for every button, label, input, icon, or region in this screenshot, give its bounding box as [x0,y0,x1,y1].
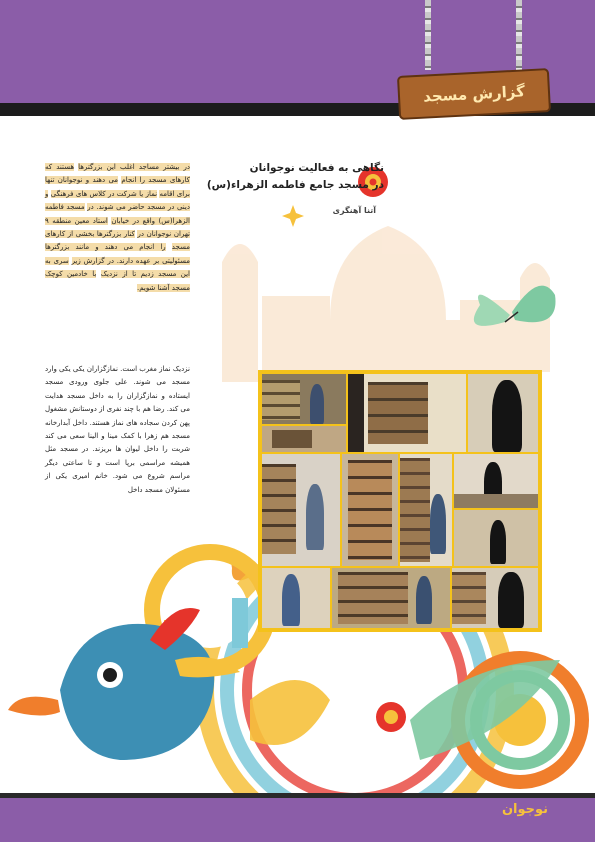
intro-line: مسئولیتی بر عهده دارند. در گزارش زیر [71,256,190,265]
photo-bookshelf-girl [262,374,346,424]
intro-paragraph [45,161,190,295]
body-line: نزدیک نماز مغرب است. نمازگزاران [86,365,190,373]
article-author: آتنا آهنگری [332,206,376,215]
photo-collage [258,370,542,632]
intro-line: مسجد فاطمه الزهرا(س) واقع در خیابان [45,203,190,225]
body-line: جلوی ورودی مسجد ایستاده و نمازگزاران [45,378,190,400]
intro-line: هستند که کارهای مسجد را انجام [45,163,190,185]
body-line: دیگر مراسم شروع می شود. خانم [45,458,190,481]
section-title: گزارش مسجد [422,82,526,106]
mosque-silhouette-icon [222,226,550,382]
small-flower-icon [376,702,406,732]
intro-line: در بیشتر مساجد اغلب این بزرگترها [78,163,190,171]
body-line: امیری یکی از مسئولان مسجد داخل [45,472,190,494]
article-title-line-1: نگاهی به فعالیت نوجوانان [249,162,384,174]
article-title [206,160,384,194]
photo-corner-girl [262,454,340,566]
photo-woman-shelves [452,568,538,628]
body-line: را داخل لیوان ها بریزند. در مسجد مثل [45,445,168,454]
body-line: هم با چند نفری از دوستانش مشغول [45,405,151,414]
body-line: کمک مینا و الینا سعی می کند شربت [45,432,190,454]
photo-shelf-row [348,374,466,452]
magazine-logo: نوجوان [501,802,549,817]
body-line: همیشه مراسمی برپا است و تا ساعتی [62,458,190,467]
intro-line: نماز یا شرکت در کلاس های فرهنگی [50,189,158,198]
intro-line: را انجام می دهند و مانند بزرگترها [45,243,166,252]
intro-line: سری به این مسجد زدیم تا از نزدیک [45,256,191,279]
body-paragraph [45,363,190,497]
body-line: یکی یکی وارد مسجد می شوند. علی [45,365,190,387]
photo-desk [262,426,346,452]
intro-line: با خادمین کوچک مسجد آشنا شویم. [45,270,190,292]
photo-hall [454,454,538,508]
body-line: پهن کردن سجاده های نماز هستند. [89,418,190,427]
photo-tall-shelf [342,454,398,566]
photo-prayer-room [454,510,538,566]
intro-line: کنار بزرگترها بخشی از کارهای مسجد [45,230,190,252]
intro-line: استاد معین منطقه ۹ تهران نوجوانان در [45,216,191,239]
intro-line: می دهند و نوجوانان تنها برای اقامه [45,176,190,198]
photo-bookcase-wide [332,568,450,628]
photo-chador-woman [468,374,538,452]
photo-girl-sorting [262,568,330,628]
body-line: داخل آبدارخانه مسجد هم زهرا با [45,418,190,441]
photo-girl-reading [400,454,452,566]
intro-line: و دینی در مسجد حاضر می شوند. در [45,189,190,212]
body-line: را به داخل مسجد هدایت می کند. رضا [45,391,190,414]
article-title-line-2: در مسجد جامع فاطمه الزهراء(س) [206,179,384,191]
